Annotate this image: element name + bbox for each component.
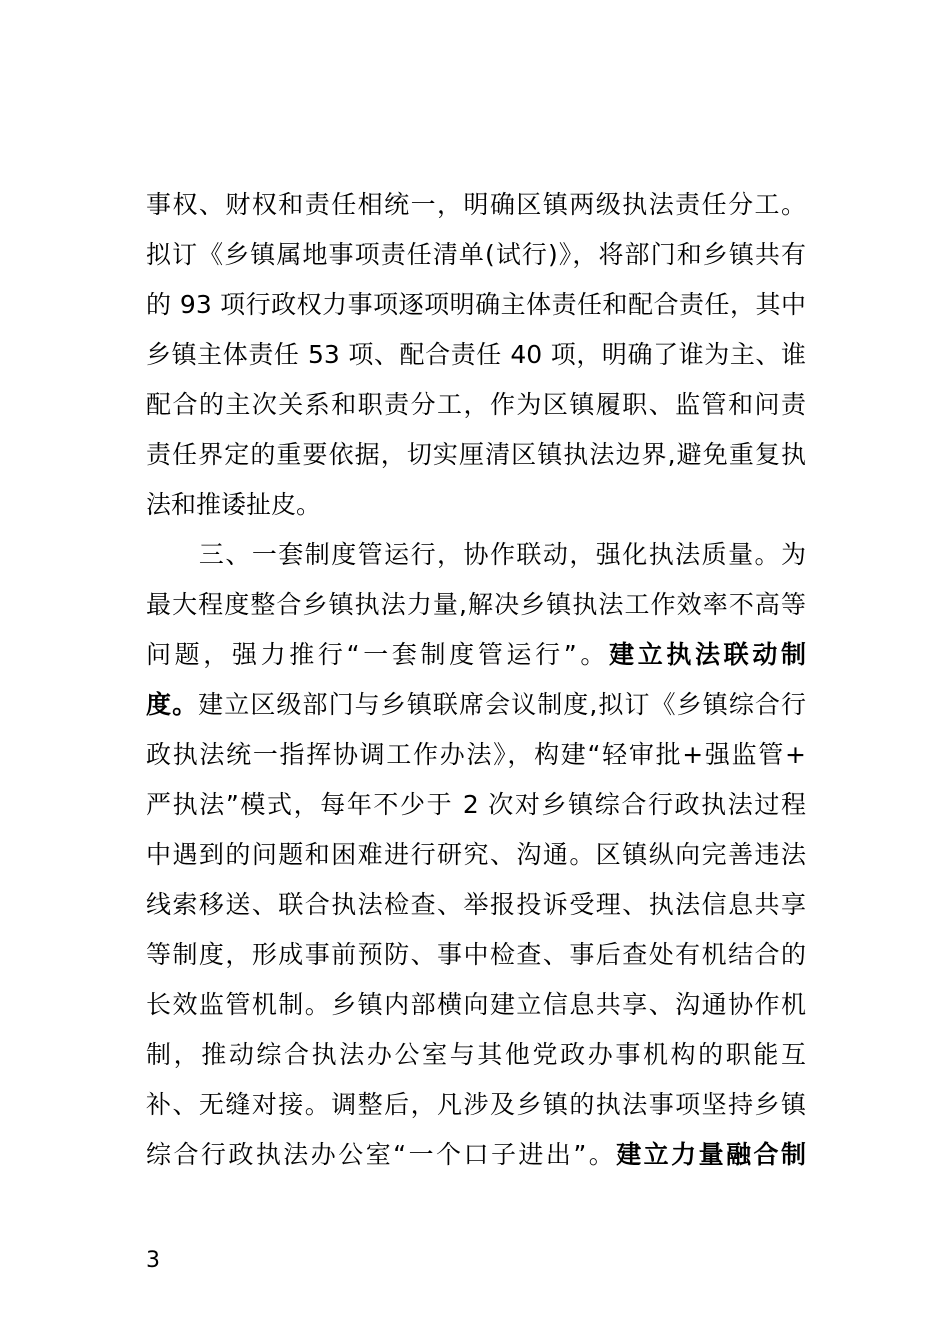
page-number: 3: [146, 1248, 160, 1273]
text-line: 政执法统一指挥协调工作办法》，构建“轻审批+强监管+: [146, 740, 806, 769]
text-line: 问题，强力推行“一套制度管运行”。建立执法联动制: [146, 640, 806, 669]
text-line: 三、一套制度管运行，协作联动，强化执法质量。为: [146, 540, 806, 569]
text-line: 补、无缝对接。调整后，凡涉及乡镇的执法事项坚持乡镇: [146, 1090, 806, 1119]
text-line: 线索移送、联合执法检查、举报投诉受理、执法信息共享: [146, 890, 806, 919]
paragraph-2: [146, 530, 806, 1180]
body-text: [146, 180, 806, 1180]
text-line: 的 93 项行政权力事项逐项明确主体责任和配合责任，其中: [146, 290, 806, 319]
text-line: 事权、财权和责任相统一，明确区镇两级执法责任分工。: [146, 190, 806, 219]
text-line: 乡镇主体责任 53 项、配合责任 40 项，明确了谁为主、谁: [146, 340, 806, 369]
text-line: 制，推动综合执法办公室与其他党政办事机构的职能互: [146, 1040, 806, 1069]
text-line: 等制度，形成事前预防、事中检查、事后查处有机结合的: [146, 940, 806, 969]
paragraph-1: [146, 180, 806, 530]
text-line: 度。建立区级部门与乡镇联席会议制度,拟订《乡镇综合行: [146, 690, 806, 719]
text-line: 综合行政执法办公室“一个口子进出”。建立力量融合制: [146, 1140, 806, 1169]
text-line: 长效监管机制。乡镇内部横向建立信息共享、沟通协作机: [146, 990, 806, 1019]
text-line: 拟订《乡镇属地事项责任清单(试行)》，将部门和乡镇共有: [146, 240, 806, 269]
text-line: 严执法”模式，每年不少于 2 次对乡镇综合行政执法过程: [146, 790, 806, 819]
bold-heading: 建立执法联动制: [609, 640, 806, 669]
text-line: 责任界定的重要依据，切实厘清区镇执法边界,避免重复执: [146, 440, 806, 469]
text-line: 最大程度整合乡镇执法力量,解决乡镇执法工作效率不高等: [146, 590, 806, 619]
bold-heading: 建立力量融合制: [616, 1140, 806, 1169]
bold-heading: 度。: [146, 690, 199, 719]
text-line: 中遇到的问题和困难进行研究、沟通。区镇纵向完善违法: [146, 840, 806, 869]
text-line: 法和推诿扯皮。: [146, 490, 322, 519]
text-line: 配合的主次关系和职责分工，作为区镇履职、监管和问责: [146, 390, 806, 419]
